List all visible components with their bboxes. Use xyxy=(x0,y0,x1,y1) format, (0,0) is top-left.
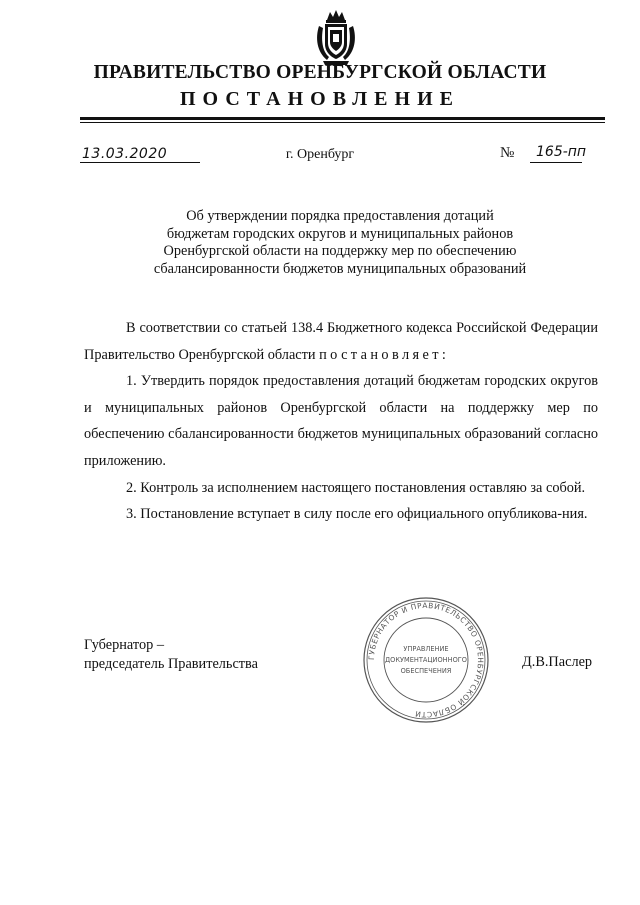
stamp-ring-text: ГУБЕРНАТОР И ПРАВИТЕЛЬСТВО ОРЕНБУРГСКОЙ ОБЛАСТИ xyxy=(366,600,486,720)
subject-line: бюджетам городских округов и муниципальных районов xyxy=(166,225,514,242)
official-stamp xyxy=(362,596,490,724)
stamp-line: УПРАВЛЕНИЕ xyxy=(403,645,449,653)
document-number-label: № xyxy=(500,145,515,161)
subject-line: сбалансированности бюджетов муниципальных образований xyxy=(153,260,527,277)
stamp-line: ДОКУМЕНТАЦИОННОГО xyxy=(385,656,467,664)
signatory-position xyxy=(84,636,258,674)
position-line: Губернатор – xyxy=(84,637,164,653)
item-3-paragraph: 3. Постановление вступает в силу после его официального опубликова-ния. xyxy=(126,506,588,523)
header-rule-thin xyxy=(80,122,605,123)
signatory-name: Д.В.Паслер xyxy=(522,654,593,670)
item-1-paragraph: 1. Утвердить порядок предоставления дотаций бюджетам городских округов и муниципальных районов Оренбургской области на поддержку мер по обеспечению сбалансированности бюджетов муниципальных образований согласно приложению. xyxy=(84,373,598,469)
item-2-paragraph: 2. Контроль за исполнением настоящего постановления оставляю за собой. xyxy=(126,479,586,496)
resolves-word: постановляет: xyxy=(319,346,450,363)
intro-paragraph xyxy=(84,315,598,368)
document-subject xyxy=(80,208,600,278)
government-title: ПРАВИТЕЛЬСТВО ОРЕНБУРГСКОЙ ОБЛАСТИ xyxy=(93,62,547,83)
document-body xyxy=(84,315,598,528)
subject-line: Оренбургской области на поддержку мер по обеспечению xyxy=(163,243,517,259)
number-underline xyxy=(530,162,582,163)
subject-line: Об утверждении порядка предоставления дотаций xyxy=(186,208,494,224)
document-type-heading: ПОСТАНОВЛЕНИЕ xyxy=(180,88,460,110)
document-date: 13.03.2020 xyxy=(82,146,168,162)
document-number: 165-пп xyxy=(536,144,587,160)
position-line: председатель Правительства xyxy=(84,656,258,672)
coat-of-arms-emblem xyxy=(313,8,359,66)
document-city: г. Оренбург xyxy=(285,147,355,162)
intro-text: В соответствии со статьей 138.4 Бюджетного кодекса Российской Федерации Правительство Оренбургской области xyxy=(84,320,598,363)
stamp-line: ОБЕСПЕЧЕНИЯ xyxy=(400,667,452,675)
header-rule-thick xyxy=(80,117,605,120)
